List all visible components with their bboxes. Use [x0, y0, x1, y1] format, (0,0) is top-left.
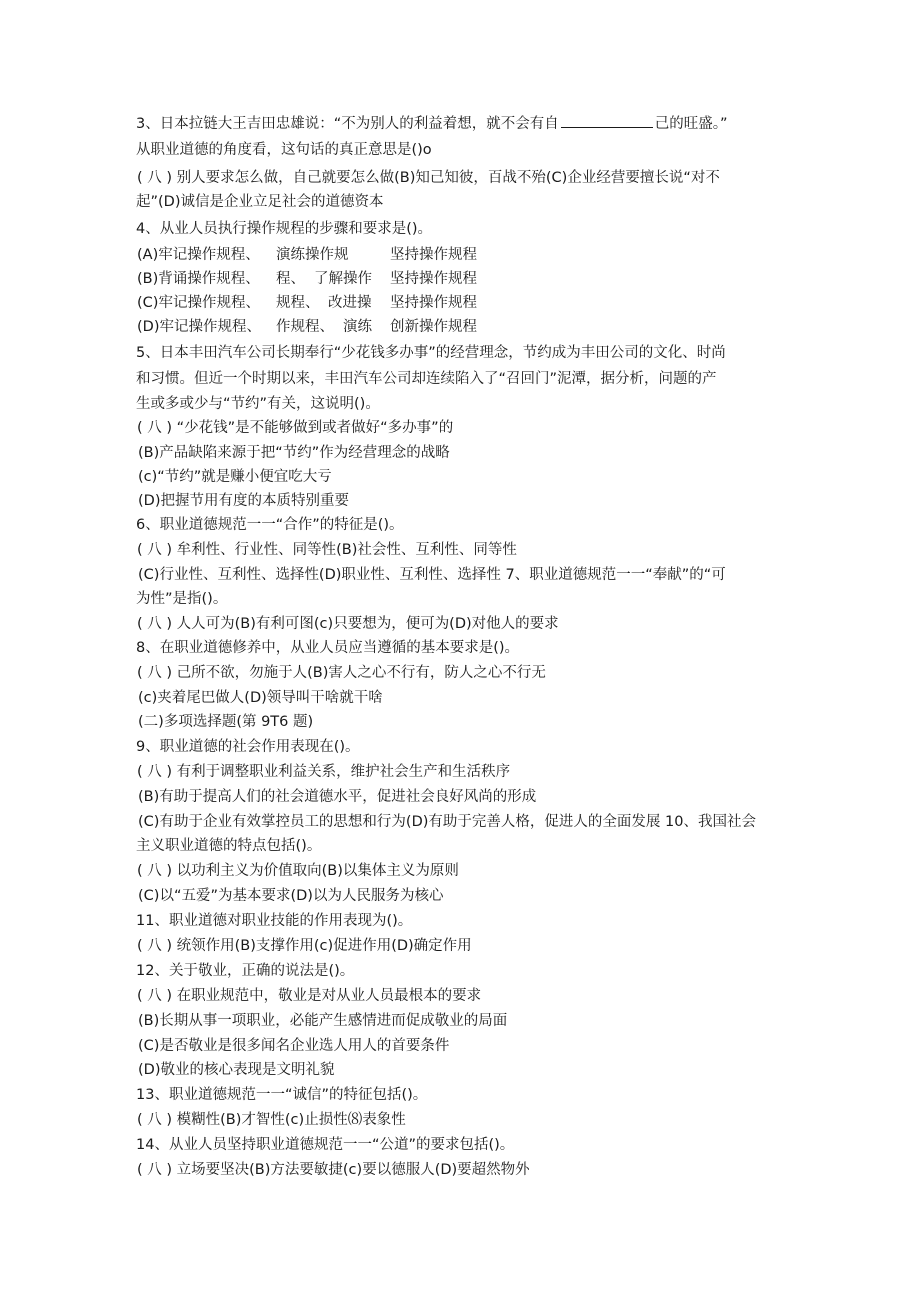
question-9-option-a: ( 八 ) 有利于调整职业利益关系，维护社会生产和生活秩序 [137, 764, 511, 780]
q4-option-cell: 演练 [343, 319, 372, 335]
question-13: 13、职业道德规范一一“诚信”的特征包括()。 [136, 1087, 428, 1103]
q4-option-cell: (D)牢记操作规程、 [137, 319, 261, 335]
question-5-option-c: (c)“节约”就是赚小便宜吃大亏 [138, 469, 332, 485]
q4-option-cell: (B)背诵操作规程、 [137, 271, 260, 287]
question-3-options-2: 起”(D)诚信是企业立足社会的道德资本 [136, 194, 384, 210]
question-12-option-c: (C)是否敬业是很多闻名企业选人用人的首要条件 [138, 1038, 450, 1054]
question-3-line-1 [136, 113, 728, 134]
question-14: 14、从业人员坚持职业道德规范一一“公道”的要求包括()。 [136, 1137, 515, 1153]
question-3-options-1: ( 八 ) 别人要求怎么做，自己就要怎么做(B)知己知彼，百战不殆(C)企业经营要擅长说“对不 [137, 170, 720, 186]
question-6-options-2: (C)行业性、互利性、选择性(D)职业性、互利性、选择性 7、职业道德规范一一“奉献”的“可 [138, 567, 726, 583]
q4-option-cell: (A)牢记操作规程、 [137, 247, 260, 263]
question-14-options: ( 八 ) 立场要坚决(B)方法要敏捷(c)要以德服人(D)要超然物外 [137, 1162, 530, 1178]
question-8: 8、在职业道德修养中，从业人员应当遵循的基本要求是()。 [136, 640, 520, 656]
question-5-line-3: 生或多或少与“节约”有关，这说明()。 [136, 396, 380, 412]
question-5-line-1: 5、日本丰田汽车公司长期奉行“少花钱多办事”的经营理念，节约成为丰田公司的文化、时尚 [136, 345, 726, 361]
q4-option-cell: 改进操 [328, 295, 372, 311]
question-3-text-b: 己的旺盛。” [654, 116, 728, 132]
question-10-line-2: 主义职业道德的特点包括()。 [136, 838, 322, 854]
question-5-option-a: ( 八 ) “少花钱”是不能够做到或者做好“多办事”的 [137, 420, 454, 436]
question-8-options-2: (c)夹着尾巴做人(D)领导叫干啥就干啥 [138, 690, 383, 706]
question-8-options-1: ( 八 ) 己所不欲，勿施于人(B)害人之心不行有，防人之心不行无 [137, 665, 546, 681]
section-heading-multiple-choice: (二)多项选择题(第 9T6 题) [138, 714, 314, 730]
question-12: 12、关于敬业，正确的说法是()。 [136, 963, 355, 979]
question-4: 4、从业人员执行操作规程的步骤和要求是()。 [136, 221, 433, 237]
question-12-option-d: (D)敬业的核心表现是文明礼貌 [138, 1062, 335, 1078]
question-11-options: ( 八 ) 统领作用(B)支撑作用(c)促进作用(D)确定作用 [137, 938, 472, 954]
q4-option-cell: 规程、 [276, 295, 320, 311]
question-11: 11、职业道德对职业技能的作用表现为()。 [136, 913, 413, 929]
question-6-options-1: ( 八 ) 牟利性、行业性、同等性(B)社会性、互利性、同等性 [137, 542, 517, 558]
question-9-option-cd: (C)有助于企业有效掌控员工的思想和行为(D)有助于完善人格，促进人的全面发展 10、我国社会 [138, 814, 756, 830]
question-7-options: ( 八 ) 人人可为(B)有利可图(c)只要想为，便可为(D)对他人的要求 [137, 616, 559, 632]
question-5-option-b: (B)产品缺陷来源于把“节约”作为经营理念的战略 [138, 445, 450, 461]
question-5-line-2: 和习惯。但近一个时期以来，丰田汽车公司却连续陷入了“召回门”泥潭，据分析，问题的产 [136, 371, 717, 387]
question-9-option-b: (B)有助于提高人们的社会道德水平，促进社会良好风尚的形成 [138, 789, 537, 805]
q4-option-cell: 程、 [276, 271, 305, 287]
q4-option-cell: 作规程、 [276, 319, 334, 335]
question-3-text-a: 3、日本拉链大王吉田忠雄说：“不为别人的利益着想，就不会有自 [136, 116, 559, 132]
question-6: 6、职业道德规范一一“合作”的特征是()。 [136, 517, 404, 533]
q4-option-cell: 创新操作规程 [390, 319, 477, 335]
q4-option-cell: 演练操作规 [276, 247, 349, 263]
fill-in-blank [561, 113, 653, 128]
q4-option-cell: 坚持操作规程 [390, 247, 477, 263]
question-12-option-a: ( 八 ) 在职业规范中，敬业是对从业人员最根本的要求 [137, 988, 482, 1004]
question-10-options-2: (C)以“五爱”为基本要求(D)以为人民服务为核心 [138, 888, 444, 904]
q4-option-cell: (C)牢记操作规程、 [137, 295, 260, 311]
question-13-options: ( 八 ) 模糊性(B)才智性(c)止损性⑻表象性 [137, 1112, 406, 1128]
question-10-options-1: ( 八 ) 以功利主义为价值取向(B)以集体主义为原则 [137, 863, 459, 879]
question-9: 9、职业道德的社会作用表现在()。 [136, 739, 360, 755]
question-7-line-2: 为性”是指()。 [136, 591, 228, 607]
q4-option-cell: 坚持操作规程 [390, 295, 477, 311]
question-5-option-d: (D)把握节用有度的本质特别重要 [138, 493, 349, 509]
q4-option-cell: 坚持操作规程 [390, 271, 477, 287]
question-3-line-2: 从职业道德的角度看，这句话的真正意思是()o [136, 142, 432, 158]
question-12-option-b: (B)长期从事一项职业，必能产生感情进而促成敬业的局面 [138, 1013, 508, 1029]
q4-option-cell: 了解操作 [314, 271, 372, 287]
